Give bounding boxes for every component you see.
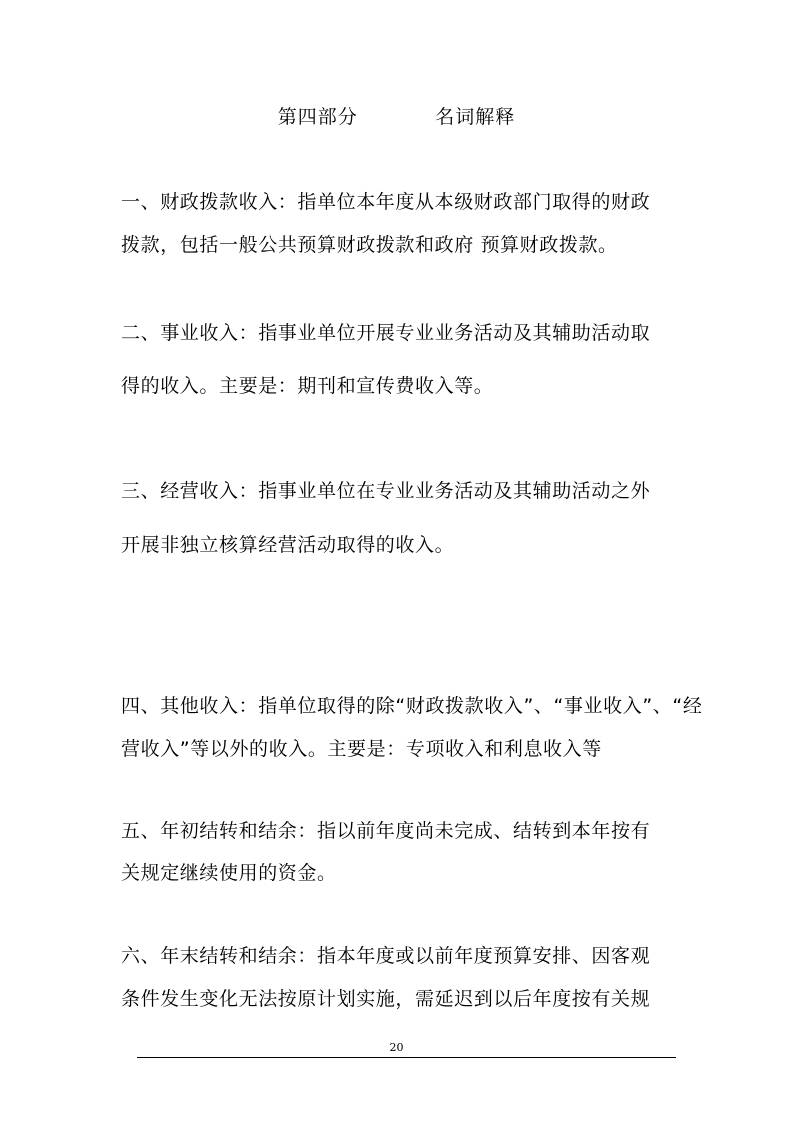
paragraph-line: 五、年初结转和结余：指以前年度尚未完成、结转到本年按有 <box>121 820 651 842</box>
paragraph-line: 二、事业收入：指事业单位开展专业业务活动及其辅助活动取 <box>121 322 651 344</box>
paragraph-line: 条件发生变化无法按原计划实施，需延迟到以后年度按有关规 <box>121 988 651 1010</box>
paragraph-line: 一、财政拨款收入：指单位本年度从本级财政部门取得的财政 <box>121 191 651 213</box>
paragraph-line: 拨款，包括一般公共预算财政拨款和政府 预算财政拨款。 <box>121 234 618 256</box>
page-number: 20 <box>389 1041 404 1054</box>
page-title: 第四部分 名词解释 <box>277 106 516 128</box>
footer-divider <box>137 1057 676 1058</box>
paragraph-line: 开展非独立核算经营活动取得的收入。 <box>121 534 455 556</box>
paragraph-line: 三、经营收入：指事业单位在专业业务活动及其辅助活动之外 <box>121 480 651 502</box>
paragraph-line: 得的收入。主要是：期刊和宣传费收入等。 <box>121 375 494 397</box>
paragraph-line: 四、其他收入：指单位取得的除“财政拨款收入”、“事业收入”、“经 <box>121 695 703 717</box>
paragraph-line: 营收入”等以外的收入。主要是：专项收入和利息收入等 <box>121 738 602 760</box>
paragraph-line: 六、年末结转和结余：指本年度或以前年度预算安排、因客观 <box>121 945 651 967</box>
paragraph-line: 关规定继续使用的资金。 <box>121 862 337 884</box>
